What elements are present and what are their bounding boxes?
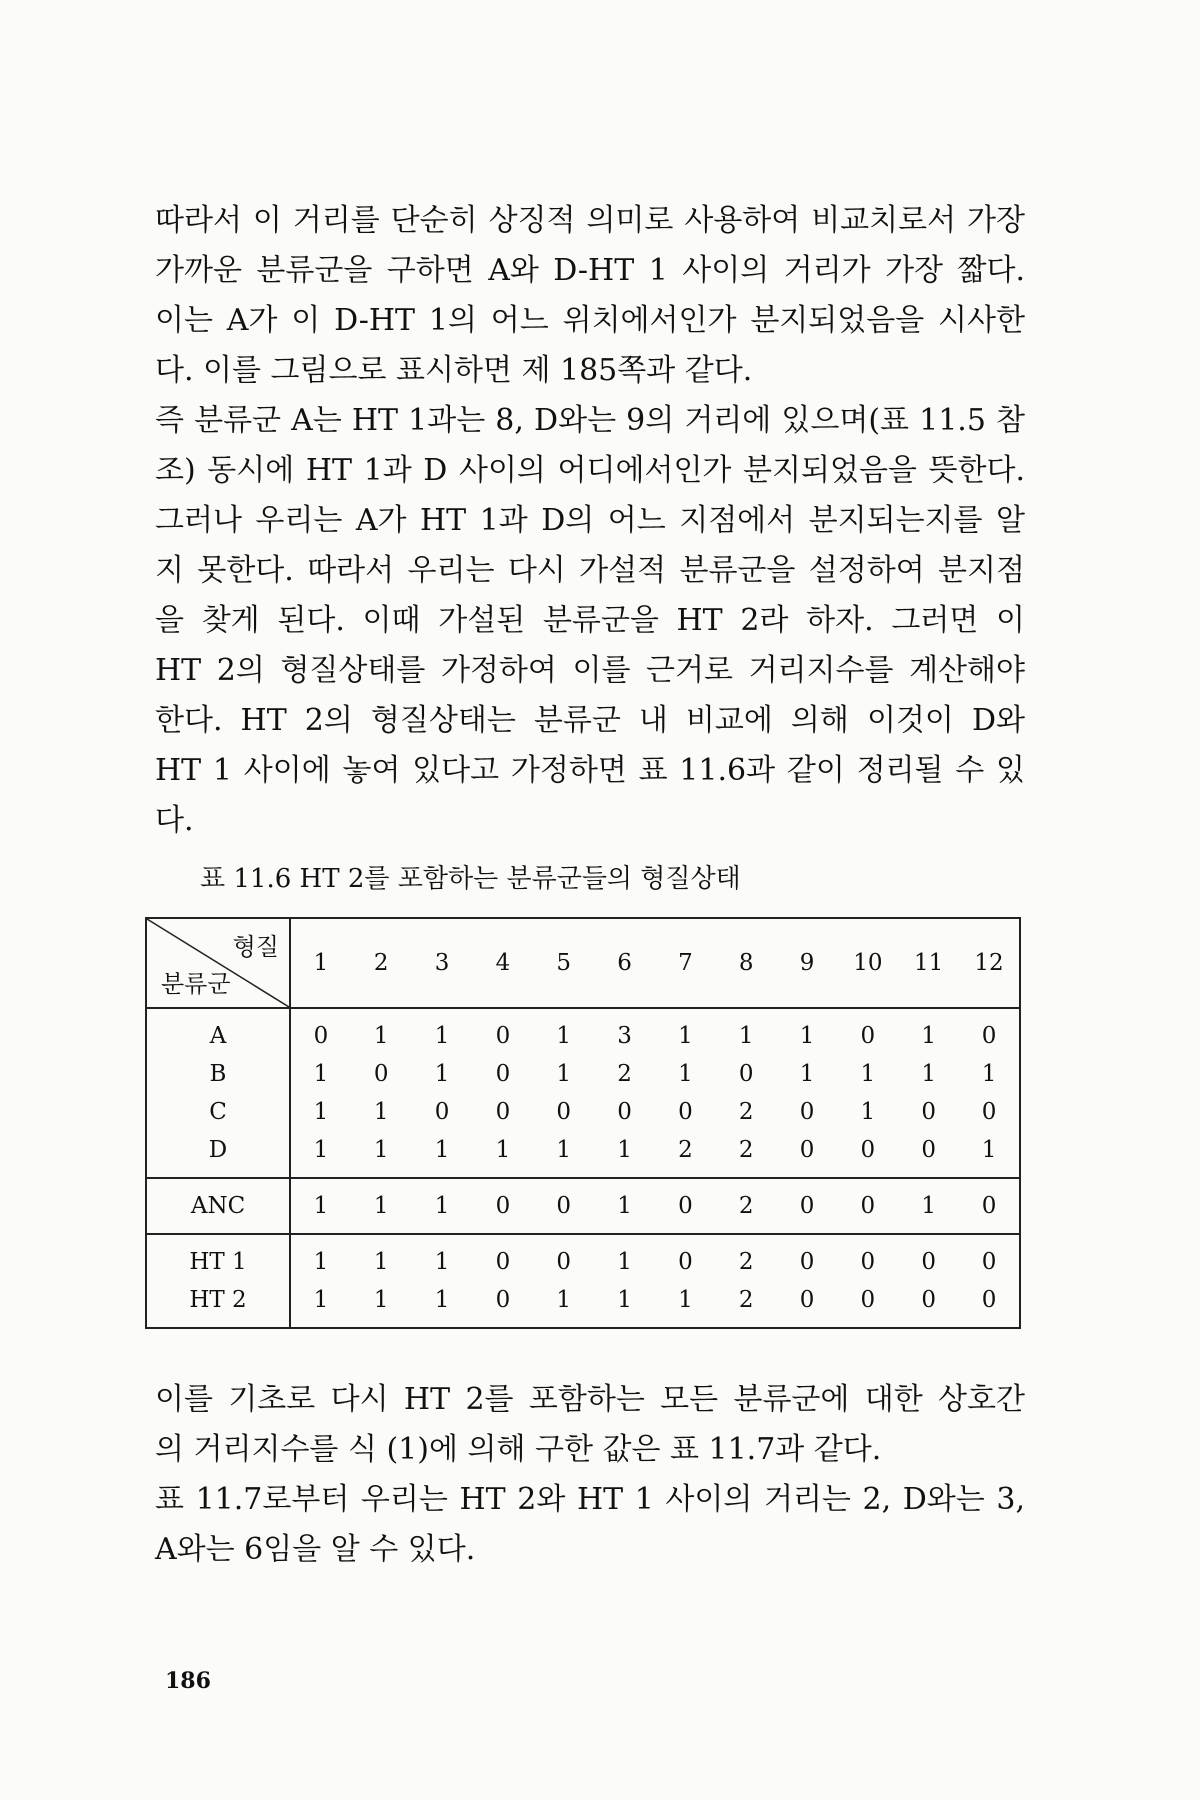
table-cell: 0 bbox=[921, 1099, 937, 1125]
table-cell: 2 bbox=[716, 1234, 777, 1281]
table-cell: 2 bbox=[678, 1137, 693, 1163]
table-cell: 1 bbox=[373, 1287, 389, 1313]
text-line: 의 거리지수를 식 (1)에 의해 구한 값은 표 11.7과 같다. bbox=[155, 1432, 882, 1467]
row-label: HT 1 bbox=[146, 1234, 290, 1281]
table-cell: 0 bbox=[678, 1099, 693, 1125]
table-row bbox=[146, 1008, 1020, 1055]
table-cell: 1 bbox=[594, 1178, 655, 1234]
column-header: 2 bbox=[351, 918, 412, 1008]
table-cell: 1 bbox=[617, 1137, 632, 1163]
table-group-taxa bbox=[146, 1008, 1020, 1178]
table-cell: 1 bbox=[921, 1023, 937, 1049]
row-label: C bbox=[146, 1093, 290, 1131]
table-cell: 0 bbox=[556, 1099, 572, 1125]
table-cell: 3 bbox=[617, 1023, 632, 1049]
column-header: 7 bbox=[655, 918, 716, 1008]
body-paragraph-top bbox=[155, 196, 1025, 846]
trait-state-table bbox=[145, 917, 1021, 1329]
table-cell: 0 bbox=[921, 1287, 937, 1313]
table-cell: 1 bbox=[290, 1234, 351, 1281]
table-cell: 0 bbox=[495, 1023, 511, 1049]
table-cell: 1 bbox=[556, 1061, 572, 1087]
table-cell: 1 bbox=[898, 1178, 959, 1234]
table-cell: 1 bbox=[373, 1099, 389, 1125]
table-cell: 0 bbox=[434, 1099, 450, 1125]
table-cell: 1 bbox=[738, 1023, 754, 1049]
table-cell: 1 bbox=[412, 1234, 473, 1281]
table-row bbox=[146, 1178, 1020, 1234]
text-line: 이는 A가 이 D-HT 1의 어느 위치에서인가 분지되었음을 시사한 bbox=[155, 303, 1025, 338]
table-cell: 2 bbox=[738, 1099, 754, 1125]
corner-label-trait: 형질 bbox=[232, 933, 279, 961]
table-row bbox=[146, 1055, 1020, 1093]
table-row bbox=[146, 1234, 1020, 1281]
column-header: 10 bbox=[837, 918, 898, 1008]
text-line: HT 2의 형질상태를 가정하여 이를 근거로 거리지수를 계산해야 bbox=[155, 653, 1025, 688]
table-cell: 0 bbox=[959, 1178, 1020, 1234]
column-header: 5 bbox=[533, 918, 594, 1008]
table-cell: 1 bbox=[351, 1178, 412, 1234]
table-caption: 표 11.6 HT 2를 포함하는 분류군들의 형질상태 bbox=[200, 864, 741, 894]
column-header: 4 bbox=[472, 918, 533, 1008]
table-cell: 0 bbox=[655, 1178, 716, 1234]
table-cell: 0 bbox=[860, 1023, 876, 1049]
table-cell: 1 bbox=[799, 1023, 815, 1049]
table-cell: 0 bbox=[799, 1137, 815, 1163]
table-cell: 1 bbox=[556, 1287, 572, 1313]
table-cell: 1 bbox=[313, 1287, 329, 1313]
table-cell: 1 bbox=[678, 1023, 693, 1049]
text-line: HT 1 사이에 놓여 있다고 가정하면 표 11.6과 같이 정리될 수 있 bbox=[155, 753, 1025, 788]
table-cell: 1 bbox=[594, 1234, 655, 1281]
row-label: D bbox=[146, 1131, 290, 1178]
table-cell: 1 bbox=[556, 1137, 572, 1163]
table-cell: 1 bbox=[412, 1178, 473, 1234]
table-cell: 2 bbox=[738, 1137, 754, 1163]
table-cell: 1 bbox=[313, 1061, 329, 1087]
text-line: 즉 분류군 A는 HT 1과는 8, D와는 9의 거리에 있으며(표 11.5 참 bbox=[155, 403, 1025, 438]
row-label: A bbox=[146, 1008, 290, 1055]
row-label: B bbox=[146, 1055, 290, 1093]
table-row bbox=[146, 1131, 1020, 1178]
table-cell: 0 bbox=[799, 1099, 815, 1125]
table-cell: 1 bbox=[678, 1061, 693, 1087]
table-cell: 0 bbox=[472, 1234, 533, 1281]
table-cell: 0 bbox=[738, 1061, 754, 1087]
column-header: 6 bbox=[594, 918, 655, 1008]
table-cell: 0 bbox=[533, 1178, 594, 1234]
table-cell: 0 bbox=[495, 1287, 511, 1313]
table-cell: 0 bbox=[799, 1287, 815, 1313]
table-cell: 0 bbox=[898, 1234, 959, 1281]
table-cell: 0 bbox=[495, 1061, 511, 1087]
table-group-ancestor bbox=[146, 1178, 1020, 1234]
body-paragraph-bottom bbox=[155, 1375, 1025, 1575]
table-cell: 2 bbox=[716, 1178, 777, 1234]
table-cell: 1 bbox=[434, 1287, 450, 1313]
table-cell: 0 bbox=[533, 1234, 594, 1281]
text-line: 이를 기초로 다시 HT 2를 포함하는 모든 분류군에 대한 상호간 bbox=[155, 1382, 1025, 1417]
table-cell: 1 bbox=[921, 1061, 937, 1087]
column-header: 12 bbox=[959, 918, 1020, 1008]
table-cell: 1 bbox=[495, 1137, 511, 1163]
column-header: 9 bbox=[777, 918, 838, 1008]
table-cell: 0 bbox=[860, 1287, 876, 1313]
table-cell: 1 bbox=[434, 1061, 450, 1087]
table-cell: 1 bbox=[860, 1061, 876, 1087]
table-cell: 1 bbox=[860, 1099, 876, 1125]
table-cell: 1 bbox=[351, 1234, 412, 1281]
row-label: ANC bbox=[146, 1178, 290, 1234]
table-cell: 0 bbox=[860, 1137, 876, 1163]
table-cell: 0 bbox=[617, 1099, 632, 1125]
text-line: 표 11.7로부터 우리는 HT 2와 HT 1 사이의 거리는 2, D와는 3, bbox=[155, 1482, 1025, 1517]
table-cell: 1 bbox=[290, 1178, 351, 1234]
table-cell: 0 bbox=[981, 1099, 997, 1125]
corner-label-taxon: 분류군 bbox=[161, 970, 231, 998]
text-line: 조) 동시에 HT 1과 D 사이의 어디에서인가 분지되었음을 뜻한다. bbox=[155, 453, 1025, 488]
table-cell: 2 bbox=[617, 1061, 632, 1087]
table-cell: 2 bbox=[738, 1287, 754, 1313]
column-header: 1 bbox=[290, 918, 351, 1008]
table-group-hypothetical bbox=[146, 1234, 1020, 1328]
table-row bbox=[146, 1093, 1020, 1131]
table-cell: 1 bbox=[313, 1137, 329, 1163]
table-cell: 1 bbox=[981, 1137, 997, 1163]
text-line: 그러나 우리는 A가 HT 1과 D의 어느 지점에서 분지되는지를 알 bbox=[155, 503, 1025, 538]
table-cell: 0 bbox=[981, 1287, 997, 1313]
page-number: 186 bbox=[165, 1668, 211, 1694]
table-cell: 1 bbox=[617, 1287, 632, 1313]
text-line: 다. bbox=[155, 803, 194, 838]
table-cell: 0 bbox=[837, 1178, 898, 1234]
text-line: 지 못한다. 따라서 우리는 다시 가설적 분류군을 설정하여 분지점 bbox=[155, 553, 1025, 588]
text-line: 따라서 이 거리를 단순히 상징적 의미로 사용하여 비교치로서 가장 bbox=[155, 203, 1025, 238]
table-row bbox=[146, 1281, 1020, 1328]
table-cell: 0 bbox=[837, 1234, 898, 1281]
table-cell: 1 bbox=[678, 1287, 693, 1313]
column-header: 11 bbox=[898, 918, 959, 1008]
column-header: 8 bbox=[716, 918, 777, 1008]
table-cell: 1 bbox=[434, 1023, 450, 1049]
table-cell: 1 bbox=[373, 1023, 389, 1049]
table-cell: 0 bbox=[472, 1178, 533, 1234]
table-cell: 0 bbox=[777, 1234, 838, 1281]
column-header: 3 bbox=[412, 918, 473, 1008]
table-cell: 1 bbox=[434, 1137, 450, 1163]
text-line: A와는 6임을 알 수 있다. bbox=[155, 1532, 476, 1567]
table-cell: 0 bbox=[981, 1023, 997, 1049]
table-cell: 0 bbox=[373, 1061, 389, 1087]
table-cell: 1 bbox=[981, 1061, 997, 1087]
table-cell: 0 bbox=[495, 1099, 511, 1125]
text-line: 다. 이를 그림으로 표시하면 제 185쪽과 같다. bbox=[155, 353, 753, 388]
table-cell: 1 bbox=[799, 1061, 815, 1087]
table-cell: 0 bbox=[777, 1178, 838, 1234]
table-cell: 0 bbox=[655, 1234, 716, 1281]
row-label: HT 2 bbox=[146, 1281, 290, 1328]
table-cell: 0 bbox=[313, 1023, 329, 1049]
table-header-row bbox=[146, 918, 1020, 1008]
text-line: 가까운 분류군을 구하면 A와 D-HT 1 사이의 거리가 가장 짧다. bbox=[155, 253, 1025, 288]
table-corner-cell bbox=[146, 918, 290, 1008]
text-line: 을 찾게 된다. 이때 가설된 분류군을 HT 2라 하자. 그러면 이 bbox=[155, 603, 1025, 638]
table-cell: 0 bbox=[921, 1137, 937, 1163]
table-cell: 1 bbox=[373, 1137, 389, 1163]
text-line: 한다. HT 2의 형질상태는 분류군 내 비교에 의해 이것이 D와 bbox=[155, 703, 1025, 738]
table-cell: 1 bbox=[556, 1023, 572, 1049]
trait-state-table-container bbox=[145, 917, 1021, 1329]
table-cell: 1 bbox=[313, 1099, 329, 1125]
table-cell: 0 bbox=[959, 1234, 1020, 1281]
